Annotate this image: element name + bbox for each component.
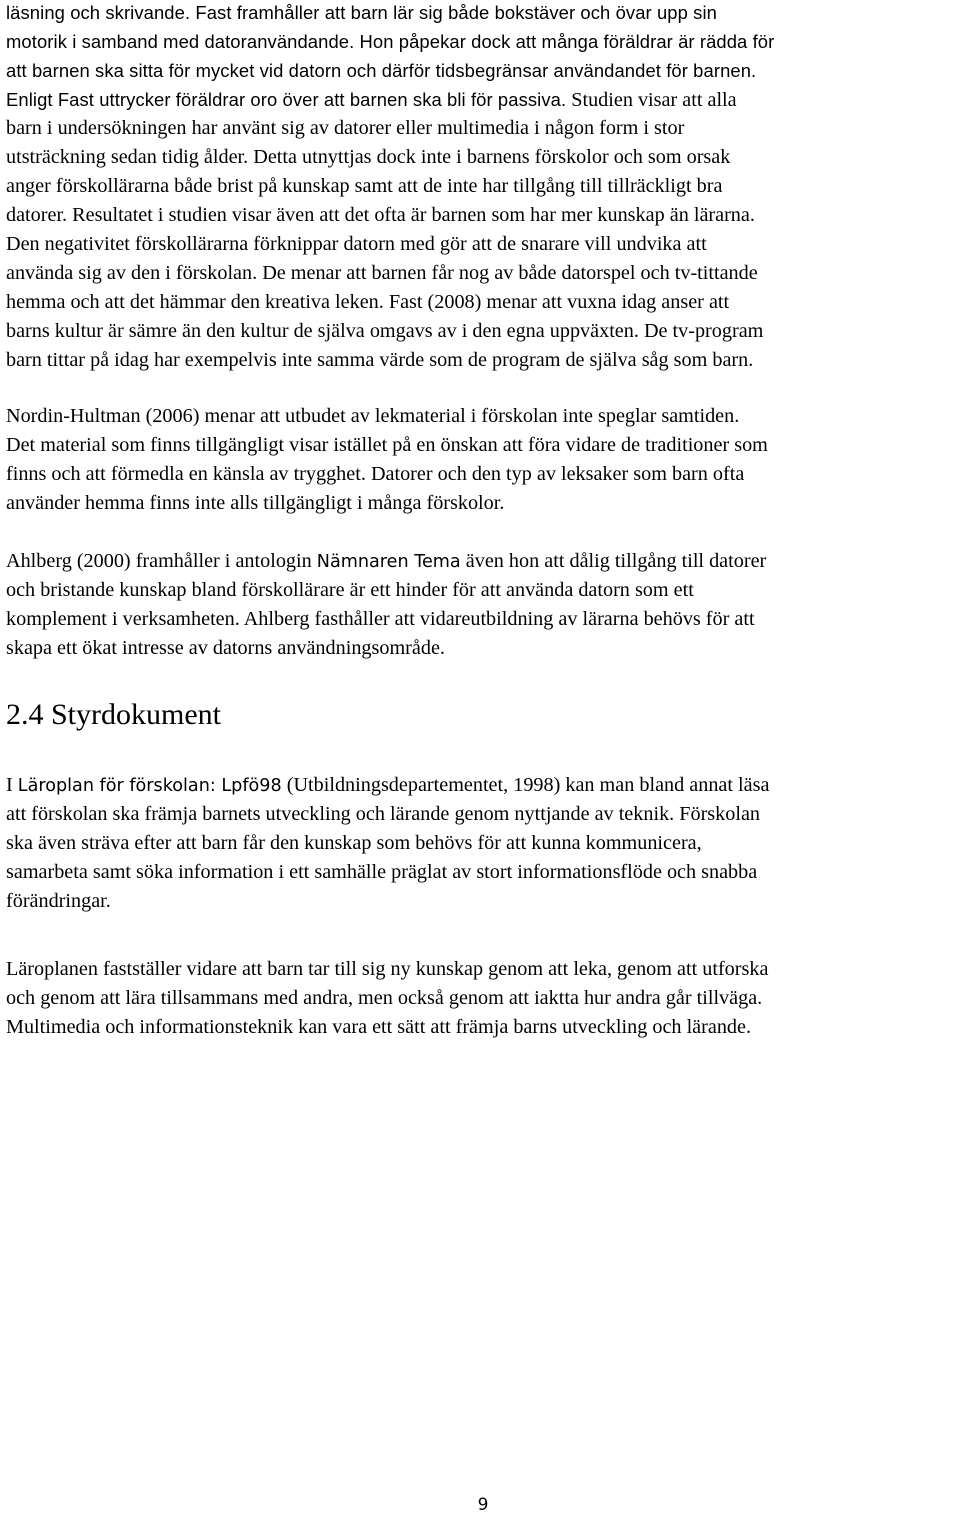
text-line	[6, 27, 958, 56]
text-line	[6, 984, 958, 1013]
paragraph	[6, 547, 958, 663]
text-segment: även hon att dålig tillgång till datorer	[460, 550, 767, 572]
text-line	[6, 489, 958, 518]
text-segment: barn tittar på idag har exempelvis inte samma värde som de program de själva såg som barn.	[6, 349, 754, 371]
text-line	[6, 460, 958, 489]
text-segment: och genom att lära tillsammans med andra, men också genom att iaktta hur andra går tillväga.	[6, 987, 763, 1009]
text-segment: finns och att förmedla en känsla av trygghet. Datorer och den typ av leksaker som barn ofta	[6, 463, 745, 485]
text-line	[6, 172, 958, 201]
text-line	[6, 858, 958, 887]
text-line	[6, 771, 958, 800]
text-line	[6, 201, 958, 230]
paragraph	[6, 0, 958, 375]
text-line	[6, 634, 958, 663]
text-line	[6, 1013, 958, 1042]
text-segment: att förskolan ska främja barnets utveckling och lärande genom nyttjande av teknik. Förskolan	[6, 803, 761, 825]
text-segment: Det material som finns tillgängligt visar istället på en önskan att föra vidare de traditioner som	[6, 434, 768, 456]
text-segment: Multimedia och informationsteknik kan vara ett sätt att främja barns utveckling och lärande.	[6, 1016, 752, 1038]
text-segment: att barnen ska sitta för mycket vid datorn och därför tidsbegränsar användandet för barnen.	[6, 60, 757, 81]
paragraph	[6, 771, 958, 916]
text-line	[6, 143, 958, 172]
section-heading: 2.4 Styrdokument	[6, 698, 221, 731]
text-line	[6, 230, 958, 259]
text-line	[6, 0, 958, 27]
text-segment: skapa ett ökat intresse av datorns användningsområde.	[6, 637, 445, 659]
text-segment: läsning och skrivande. Fast framhåller att barn lär sig både bokstäver och övar upp sin	[6, 2, 717, 23]
text-segment: motorik i samband med datoranvändande. Hon påpekar dock att många föräldrar är rädda för	[6, 31, 775, 52]
page-number: 9	[477, 1495, 489, 1515]
text-line	[6, 259, 958, 288]
text-segment: Läroplan för förskolan: Lpfö98	[17, 776, 282, 796]
text-segment: hemma och att det hämmar den kreativa leken. Fast (2008) menar att vuxna idag anser att	[6, 291, 730, 313]
text-line	[6, 800, 958, 829]
text-segment: Enligt Fast uttrycker föräldrar oro över att barnen ska bli för passiva.	[6, 89, 567, 110]
paragraph	[6, 955, 958, 1042]
text-segment: Studien visar att alla	[566, 89, 737, 111]
text-segment: samarbeta samt söka information i ett samhälle präglat av stort informationsflöde och snabba	[6, 861, 758, 883]
text-segment: Nordin-Hultman (2006) menar att utbudet av lekmaterial i förskolan inte speglar samtiden.	[6, 405, 740, 427]
text-line	[6, 547, 958, 576]
text-segment: Nämnaren Tema	[316, 552, 461, 572]
text-segment: Den negativitet förskollärarna förknippar datorn med gör att de snarare vill undvika att	[6, 233, 707, 255]
text-segment: I	[6, 774, 18, 796]
text-line	[6, 114, 958, 143]
text-line	[6, 402, 958, 431]
text-line	[6, 56, 958, 85]
text-segment: utsträckning sedan tidig ålder. Detta utnyttjas dock inte i barnens förskolor och som orsak	[6, 146, 731, 168]
text-segment: barns kultur är sämre än den kultur de själva omgavs av i den egna uppväxten. De tv-program	[6, 320, 764, 342]
text-line	[6, 85, 958, 114]
text-segment: datorer. Resultatet i studien visar även att det ofta är barnen som har mer kunskap än lärarna.	[6, 204, 755, 226]
text-segment: anger förskollärarna både brist på kunskap samt att de inte har tillgång till tillräckligt bra	[6, 175, 723, 197]
text-segment: använda sig av den i förskolan. De menar att barnen får nog av både datorspel och tv-tittande	[6, 262, 758, 284]
text-line	[6, 346, 958, 375]
text-segment: Läroplanen fastställer vidare att barn tar till sig ny kunskap genom att leka, genom att utforska	[6, 958, 769, 980]
text-segment: ska även sträva efter att barn får den kunskap som behövs för att kunna kommunicera,	[6, 832, 702, 854]
text-segment: (Utbildningsdepartementet, 1998) kan man bland annat läsa	[281, 774, 770, 796]
text-line	[6, 829, 958, 858]
text-line	[6, 288, 958, 317]
text-segment: förändringar.	[6, 890, 111, 912]
text-line	[6, 955, 958, 984]
text-line	[6, 317, 958, 346]
text-segment: komplement i verksamheten. Ahlberg fasthåller att vidareutbildning av lärarna behövs för att	[6, 608, 755, 630]
text-segment: använder hemma finns inte alls tillgängligt i många förskolor.	[6, 492, 505, 514]
text-line	[6, 605, 958, 634]
text-segment: Ahlberg (2000) framhåller i antologin	[6, 550, 317, 572]
text-line	[6, 887, 958, 916]
paragraph	[6, 402, 958, 518]
text-line	[6, 431, 958, 460]
text-line	[6, 576, 958, 605]
text-segment: barn i undersökningen har använt sig av datorer eller multimedia i någon form i stor	[6, 117, 685, 139]
text-segment: och bristande kunskap bland förskollärare är ett hinder för att använda datorn som ett	[6, 579, 694, 601]
